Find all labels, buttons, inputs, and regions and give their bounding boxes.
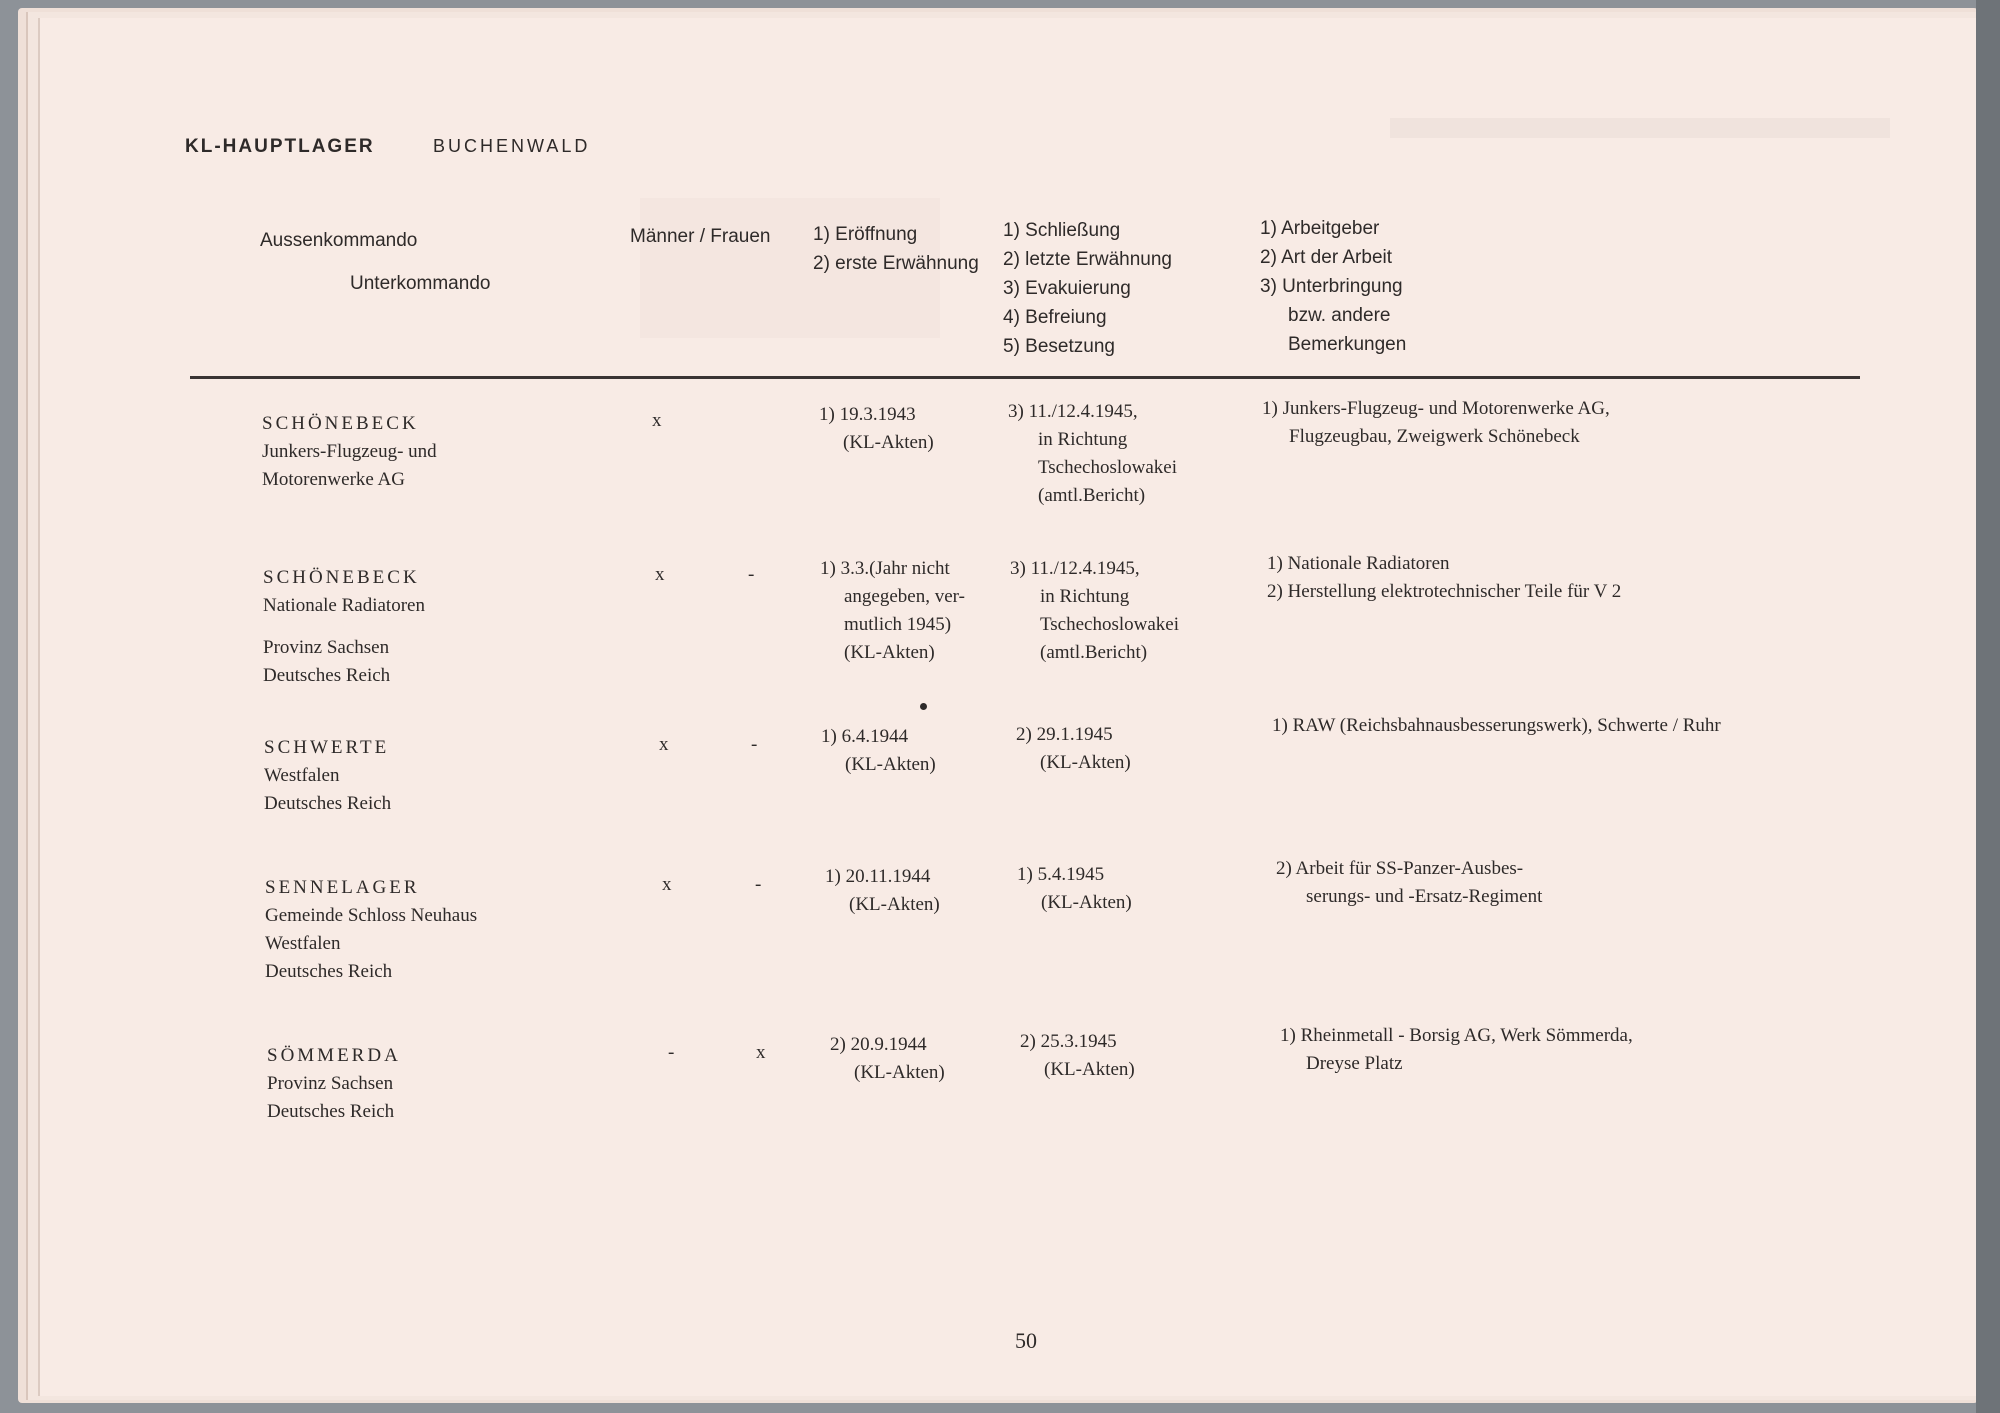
mark-frauen: -	[748, 564, 755, 585]
document-page	[38, 18, 1985, 1396]
cell-line: 1) Junkers-Flugzeug- und Motorenwerke AG,	[1262, 398, 1610, 419]
cell-line: Dreyse Platz	[1306, 1053, 1403, 1074]
cell-line: 3) 11./12.4.1945,	[1008, 401, 1138, 422]
cell-line: Tschechoslowakei	[1040, 614, 1180, 635]
ink-dot	[920, 703, 927, 710]
row-detail: Deutsches Reich	[267, 1101, 395, 1122]
cell-line: (KL-Akten)	[1041, 892, 1132, 913]
cell-line: (KL-Akten)	[1044, 1059, 1135, 1080]
cell-line: 2) 25.3.1945	[1020, 1031, 1117, 1052]
cell-line: (amtl.Bericht)	[1040, 642, 1148, 663]
row-detail: Nationale Radiatoren	[263, 595, 425, 616]
col-arbeitgeber-line: bzw. andere	[1288, 305, 1391, 326]
cell-schliessung	[1017, 861, 1132, 917]
header-rule	[190, 376, 1860, 379]
cell-line: (KL-Akten)	[845, 754, 936, 775]
mark-frauen: -	[755, 874, 762, 895]
binder-spine	[1976, 0, 2000, 1413]
row-name: SCHÖNEBECK	[262, 413, 419, 434]
table-row	[265, 874, 477, 986]
table-row	[264, 734, 391, 818]
table-row	[267, 1042, 401, 1126]
cell-line: (KL-Akten)	[1040, 752, 1131, 773]
cell-line: 1) Nationale Radiatoren	[1267, 553, 1450, 574]
row-detail: Gemeinde Schloss Neuhaus	[265, 905, 478, 926]
col-eroeffnung	[813, 220, 979, 278]
cell-line: 1) 3.3.(Jahr nicht	[820, 558, 950, 579]
cell-line: serungs- und -Ersatz-Regiment	[1306, 886, 1543, 907]
cell-schliessung	[1010, 555, 1179, 667]
col-arbeitgeber-line: 1) Arbeitgeber	[1260, 218, 1380, 239]
cell-schliessung	[1008, 398, 1177, 510]
row-name: SCHWERTE	[264, 737, 390, 758]
table-row	[263, 564, 425, 690]
cell-line: 1) 5.4.1945	[1017, 864, 1105, 885]
col-eroeffnung-line: 1) Eröffnung	[813, 224, 918, 245]
cell-arbeitgeber	[1276, 855, 1542, 911]
cell-line: (KL-Akten)	[844, 642, 935, 663]
mark-maenner: -	[668, 1042, 675, 1063]
row-name: SÖMMERDA	[267, 1045, 401, 1066]
col-arbeitgeber	[1260, 214, 1406, 359]
row-detail: Motorenwerke AG	[262, 469, 405, 490]
row-detail: Provinz Sachsen	[263, 637, 390, 658]
col-schliessung-line: 3) Evakuierung	[1003, 278, 1131, 299]
cell-eroeffnung	[830, 1031, 945, 1087]
bleed-through-shadow	[1390, 118, 1890, 138]
row-detail: Provinz Sachsen	[267, 1073, 394, 1094]
row-name: SCHÖNEBECK	[263, 567, 420, 588]
row-detail: Deutsches Reich	[264, 793, 392, 814]
cell-line: (KL-Akten)	[849, 894, 940, 915]
mark-maenner: x	[655, 564, 665, 585]
col-schliessung-line: 2) letzte Erwähnung	[1003, 249, 1172, 270]
cell-line: (amtl.Bericht)	[1038, 485, 1146, 506]
cell-line: 1) 6.4.1944	[821, 726, 909, 747]
col-schliessung-line: 5) Besetzung	[1003, 336, 1115, 357]
cell-line: 3) 11./12.4.1945,	[1010, 558, 1140, 579]
col-schliessung-line: 1) Schließung	[1003, 220, 1121, 241]
col-eroeffnung-line: 2) erste Erwähnung	[813, 253, 979, 274]
row-name: SENNELAGER	[265, 877, 420, 898]
cell-arbeitgeber	[1280, 1022, 1633, 1078]
cell-line: (KL-Akten)	[854, 1062, 945, 1083]
page-number: 50	[1015, 1328, 1037, 1353]
cell-line: 1) Rheinmetall - Borsig AG, Werk Sömmerda,	[1280, 1025, 1633, 1046]
cell-arbeitgeber	[1272, 712, 1721, 740]
cell-line: 1) RAW (Reichsbahnausbesserungswerk), Schwerte / Ruhr	[1272, 715, 1721, 736]
mark-maenner: x	[659, 734, 669, 755]
col-arbeitgeber-line: 3) Unterbringung	[1260, 276, 1403, 297]
cell-line: 1) 19.3.1943	[819, 404, 916, 425]
mark-maenner: x	[662, 874, 672, 895]
cell-eroeffnung	[821, 723, 936, 779]
cell-line: (KL-Akten)	[843, 432, 934, 453]
mark-frauen: x	[756, 1042, 766, 1063]
col-unterkommando: Unterkommando	[350, 273, 491, 294]
row-detail: Deutsches Reich	[265, 961, 393, 982]
col-aussenkommando: Aussenkommando	[260, 230, 418, 251]
cell-line: angegeben, ver-	[844, 586, 965, 607]
table-row	[262, 410, 437, 494]
cell-line: mutlich 1945)	[844, 614, 952, 635]
cell-eroeffnung	[820, 555, 965, 667]
cell-line: Tschechoslowakei	[1038, 457, 1178, 478]
col-maenner-frauen: Männer / Frauen	[630, 226, 771, 247]
cell-line: 2) Arbeit für SS-Panzer-Ausbes-	[1276, 858, 1524, 879]
cell-line: 2) Herstellung elektrotechnischer Teile für V 2	[1267, 581, 1622, 602]
col-schliessung-line: 4) Befreiung	[1003, 307, 1107, 328]
header-lager: BUCHENWALD	[433, 136, 591, 156]
cell-line: Flugzeugbau, Zweigwerk Schönebeck	[1289, 426, 1580, 447]
cell-line: 2) 20.9.1944	[830, 1034, 927, 1055]
cell-eroeffnung	[825, 863, 940, 919]
row-detail: Junkers-Flugzeug- und	[262, 441, 437, 462]
col-schliessung	[1003, 216, 1172, 361]
row-spacer	[263, 620, 425, 634]
mark-maenner: x	[652, 410, 662, 431]
cell-arbeitgeber	[1262, 395, 1610, 451]
cell-line: 2) 29.1.1945	[1016, 724, 1113, 745]
row-detail: Westfalen	[264, 765, 340, 786]
row-detail: Deutsches Reich	[263, 665, 391, 686]
cell-arbeitgeber	[1267, 550, 1621, 606]
row-detail: Westfalen	[265, 933, 341, 954]
header-hauptlager: KL-HAUPTLAGER	[185, 136, 375, 157]
cell-line: 1) 20.11.1944	[825, 866, 931, 887]
cell-line: in Richtung	[1040, 586, 1130, 607]
col-arbeitgeber-line: 2) Art der Arbeit	[1260, 247, 1393, 268]
cell-schliessung	[1020, 1028, 1135, 1084]
mark-frauen: -	[751, 734, 758, 755]
cell-eroeffnung	[819, 401, 934, 457]
cell-line: in Richtung	[1038, 429, 1128, 450]
col-arbeitgeber-line: Bemerkungen	[1288, 334, 1407, 355]
cell-schliessung	[1016, 721, 1131, 777]
